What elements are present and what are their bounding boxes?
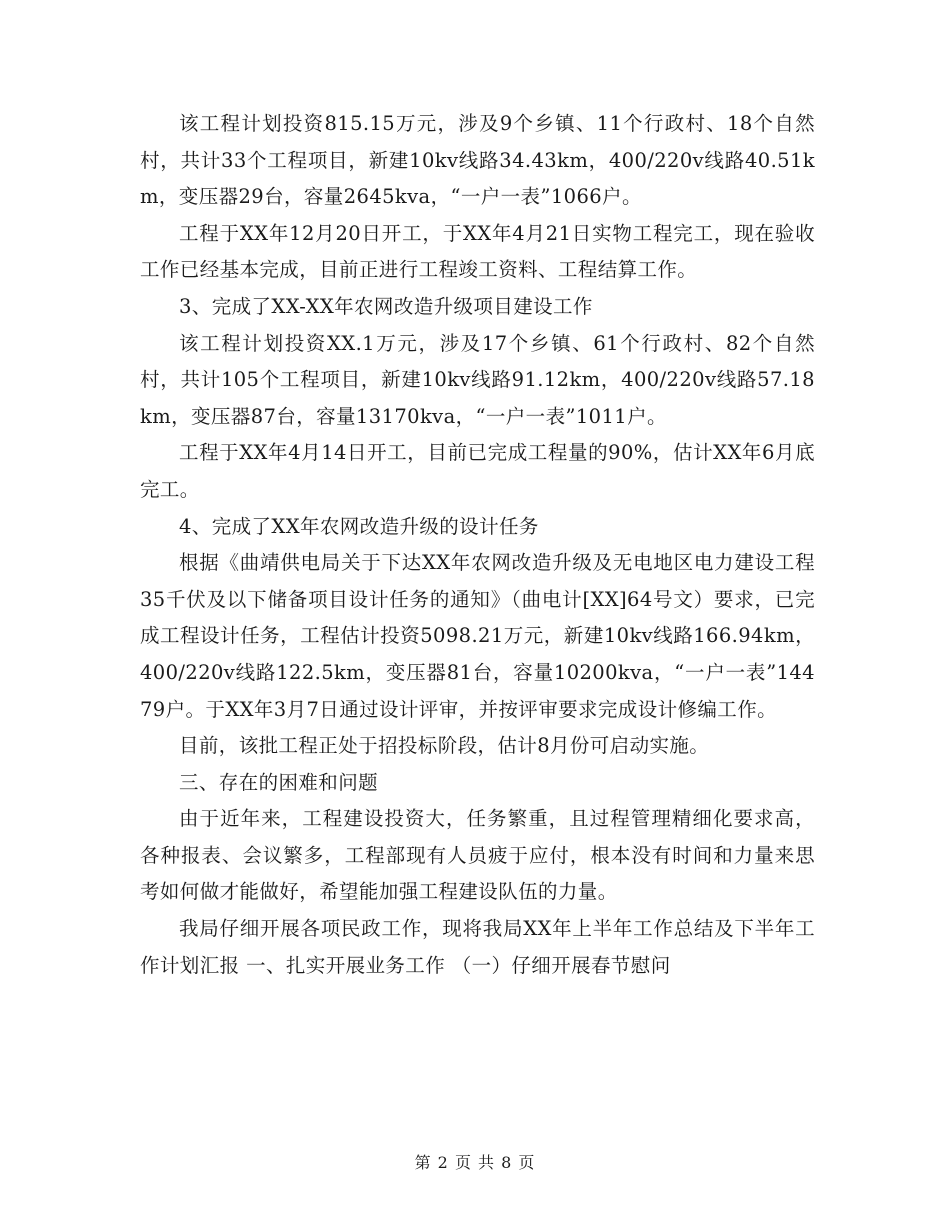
- paragraph-upgrade-schedule: 工程于XX年4月14日开工，目前已完成工程量的90%，估计XX年6月底完工。: [140, 441, 815, 501]
- paragraph-project-schedule: 工程于XX年12月20日开工，于XX年4月21日实物工程完工，现在验收工作已经基本完成，目前正进行工程竣工资料、工程结算工作。: [140, 221, 815, 282]
- paragraph-upgrade-investment: 该工程计划投资XX.1万元，涉及17个乡镇、61个行政村、82个自然村，共计105个工程项目，新建10kv线路91.12km，400/220v线路57.18km，变压器87台，容量13170kva，“一户一表”1011户。: [140, 331, 815, 428]
- section-heading-3: 3、完成了XX-XX年农网改造升级项目建设工作: [179, 294, 593, 318]
- paragraph-difficulties: 由于近年来，工程建设投资大，任务繁重，且过程管理精细化要求高，各种报表、会议繁多，工程部现有人员疲于应付，根本没有时间和力量来思考如何做才能做好，希望能加强工程建设队伍的力量。: [140, 807, 815, 904]
- section-heading-difficulties: 三、存在的困难和问题: [179, 770, 379, 794]
- paragraph-civil-affairs: 我局仔细开展各项民政工作，现将我局XX年上半年工作总结及下半年工作计划汇报 一、扎实开展业务工作 （一）仔细开展春节慰问: [140, 917, 815, 977]
- document-body: [140, 106, 815, 984]
- section-heading-4: 4、完成了XX年农网改造升级的设计任务: [179, 514, 539, 538]
- paragraph-project-investment: 该工程计划投资815.15万元，涉及9个乡镇、11个行政村、18个自然村，共计33个工程项目，新建10kv线路34.43km，400/220v线路40.51km，变压器29台，容量2645kva，“一户一表”1066户。: [140, 112, 815, 209]
- paragraph-design-task: 根据《曲靖供电局关于下达XX年农网改造升级及无电地区电力建设工程35千伏及以下储备项目设计任务的通知》（曲电计[XX]64号文）要求，已完成工程设计任务，工程估计投资5098.21万元，新建10kv线路166.94km，400/220v线路122.5km，变压器81台，容量10200kva，“一户一表”14479户。于XX年3月7日通过设计评审，并按评审要求完成设计修编工作。: [140, 551, 815, 721]
- paragraph-bidding-status: 目前，该批工程正处于招投标阶段，估计8月份可启动实施。: [179, 734, 710, 758]
- page-number-footer: 第 2 页 共 8 页: [414, 1153, 536, 1172]
